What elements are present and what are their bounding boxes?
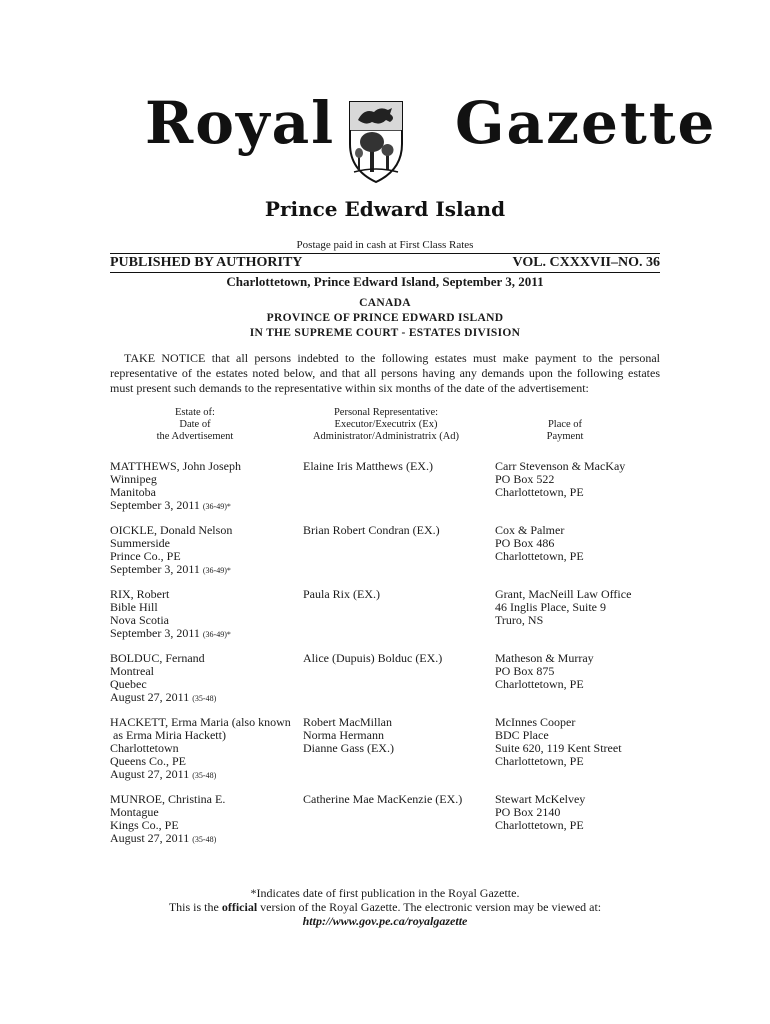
- estate-line: BOLDUC, Fernand: [110, 651, 205, 665]
- estate-details: [110, 716, 300, 782]
- representative-line: Robert MacMillan: [303, 715, 392, 729]
- publication-bar: [110, 253, 660, 273]
- heading-court: IN THE SUPREME COURT - ESTATES DIVISION: [249, 327, 521, 339]
- notice-paragraph: TAKE NOTICE that all persons indebted to the following estates must make payment to the personal representative of the estates noted below, and that all persons having any demands upon the following estates must present such demands to the representative within six months of the date of the advertisement:: [110, 351, 660, 395]
- payment-line: Matheson & Murray: [495, 651, 594, 665]
- estate-line: Bible Hill: [110, 600, 158, 614]
- place-of-payment: [495, 652, 665, 691]
- estate-line: RIX, Robert: [110, 587, 170, 601]
- published-by-authority: PUBLISHED BY AUTHORITY: [110, 255, 303, 270]
- advertisement-date: [110, 768, 300, 782]
- publication-code: (35-48): [192, 771, 217, 780]
- column-header-line: Date of: [179, 419, 211, 430]
- column-header-line: the Advertisement: [156, 431, 234, 442]
- estate-line: Montreal: [110, 664, 154, 678]
- estate-details: [110, 524, 300, 577]
- estate-details: [110, 793, 300, 846]
- estate-line: Prince Co., PE: [110, 549, 181, 563]
- payment-line: Charlottetown, PE: [495, 549, 584, 563]
- estate-details: [110, 460, 300, 513]
- payment-line: Charlottetown, PE: [495, 754, 584, 768]
- representative-line: Alice (Dupuis) Bolduc (EX.): [303, 651, 443, 665]
- dateline: Charlottetown, Prince Edward Island, September 3, 2011: [226, 274, 544, 289]
- advertisement-date: [110, 832, 300, 846]
- payment-line: Carr Stevenson & MacKay: [495, 459, 626, 473]
- payment-line: BDC Place: [495, 728, 549, 742]
- column-header-line: Estate of:: [175, 407, 215, 418]
- advertisement-date: [110, 691, 300, 705]
- personal-representative: [303, 524, 493, 537]
- personal-representative: [303, 716, 493, 755]
- masthead-title-left: Royal: [145, 89, 336, 157]
- estate-line: Kings Co., PE: [110, 818, 179, 832]
- place-of-payment: [495, 793, 665, 832]
- coat-of-arms-icon: [346, 96, 406, 184]
- publication-code: (36-49)*: [202, 502, 231, 511]
- official-version-note: [0, 900, 770, 915]
- payment-line: Truro, NS: [495, 613, 544, 627]
- column-header-line: Place of: [547, 419, 583, 430]
- estate-line: Queens Co., PE: [110, 754, 186, 768]
- date-text: September 3, 2011: [110, 498, 200, 512]
- masthead: [110, 89, 717, 187]
- estate-line: as Erma Miria Hackett): [110, 728, 226, 742]
- advertisement-date: [110, 499, 300, 513]
- place-of-payment: [495, 716, 665, 768]
- payment-line: Charlottetown, PE: [495, 485, 584, 499]
- column-header-line: Payment: [546, 431, 584, 442]
- column-header-line: Administrator/Administratrix (Ad): [312, 431, 460, 442]
- place-of-payment: [495, 460, 665, 499]
- footnote: *Indicates date of first publication in the Royal Gazette.: [250, 886, 520, 900]
- advertisement-date: [110, 563, 300, 577]
- payment-line: PO Box 2140: [495, 805, 561, 819]
- official-prefix: This is the: [168, 900, 222, 914]
- masthead-subtitle: Prince Edward Island: [264, 197, 506, 221]
- publication-code: (35-48): [192, 694, 217, 703]
- column-header-estate: [140, 407, 250, 443]
- representative-line: Dianne Gass (EX.): [303, 741, 394, 755]
- representative-line: Norma Hermann: [303, 728, 384, 742]
- estate-line: Manitoba: [110, 485, 156, 499]
- payment-line: PO Box 875: [495, 664, 555, 678]
- estate-line: Quebec: [110, 677, 147, 691]
- column-header-payment: [520, 419, 610, 443]
- estate-line: HACKETT, Erma Maria (also known: [110, 715, 291, 729]
- estate-line: OICKLE, Donald Nelson: [110, 523, 233, 537]
- payment-line: Grant, MacNeill Law Office: [495, 587, 632, 601]
- payment-line: PO Box 522: [495, 472, 555, 486]
- personal-representative: [303, 588, 493, 601]
- payment-line: Suite 620, 119 Kent Street: [495, 741, 622, 755]
- date-text: September 3, 2011: [110, 562, 200, 576]
- representative-line: Catherine Mae MacKenzie (EX.): [303, 792, 463, 806]
- representative-line: Brian Robert Condran (EX.): [303, 523, 440, 537]
- date-text: August 27, 2011: [110, 690, 190, 704]
- estate-details: [110, 588, 300, 641]
- payment-line: 46 Inglis Place, Suite 9: [495, 600, 606, 614]
- payment-line: PO Box 486: [495, 536, 555, 550]
- place-of-payment: [495, 524, 665, 563]
- personal-representative: [303, 793, 493, 806]
- estate-line: Nova Scotia: [110, 613, 169, 627]
- date-text: August 27, 2011: [110, 767, 190, 781]
- heading-province: PROVINCE OF PRINCE EDWARD ISLAND: [266, 312, 504, 324]
- column-header-line: Executor/Executrix (Ex): [334, 419, 438, 430]
- estate-line: Charlottetown: [110, 741, 179, 755]
- publication-code: (36-49)*: [202, 630, 231, 639]
- publication-code: (36-49)*: [202, 566, 231, 575]
- date-text: September 3, 2011: [110, 626, 200, 640]
- personal-representative: [303, 652, 493, 665]
- official-word: official: [221, 900, 258, 914]
- estate-details: [110, 652, 300, 705]
- estate-line: Summerside: [110, 536, 170, 550]
- publication-code: (35-48): [192, 835, 217, 844]
- masthead-title-right: Gazette: [455, 89, 717, 157]
- payment-line: Cox & Palmer: [495, 523, 565, 537]
- official-suffix: version of the Royal Gazette. The electronic version may be viewed at:: [257, 900, 602, 914]
- estate-line: MATTHEWS, John Joseph: [110, 459, 241, 473]
- heading-country: CANADA: [359, 297, 411, 309]
- representative-line: Elaine Iris Matthews (EX.): [303, 459, 433, 473]
- payment-line: Charlottetown, PE: [495, 677, 584, 691]
- volume-number: VOL. CXXXVII–NO. 36: [512, 255, 660, 270]
- payment-line: Charlottetown, PE: [495, 818, 584, 832]
- date-text: August 27, 2011: [110, 831, 190, 845]
- postage-line: Postage paid in cash at First Class Rates: [296, 239, 474, 251]
- estate-line: MUNROE, Christina E.: [110, 792, 226, 806]
- gazette-url-link[interactable]: http://www.gov.pe.ca/royalgazette: [302, 914, 468, 928]
- estate-line: Montague: [110, 805, 159, 819]
- estate-line: Winnipeg: [110, 472, 157, 486]
- advertisement-date: [110, 627, 300, 641]
- column-header-line: Personal Representative:: [333, 407, 439, 418]
- payment-line: Stewart McKelvey: [495, 792, 586, 806]
- personal-representative: [303, 460, 493, 473]
- payment-line: McInnes Cooper: [495, 715, 576, 729]
- place-of-payment: [495, 588, 665, 627]
- representative-line: Paula Rix (EX.): [303, 587, 380, 601]
- column-header-representative: [296, 407, 476, 443]
